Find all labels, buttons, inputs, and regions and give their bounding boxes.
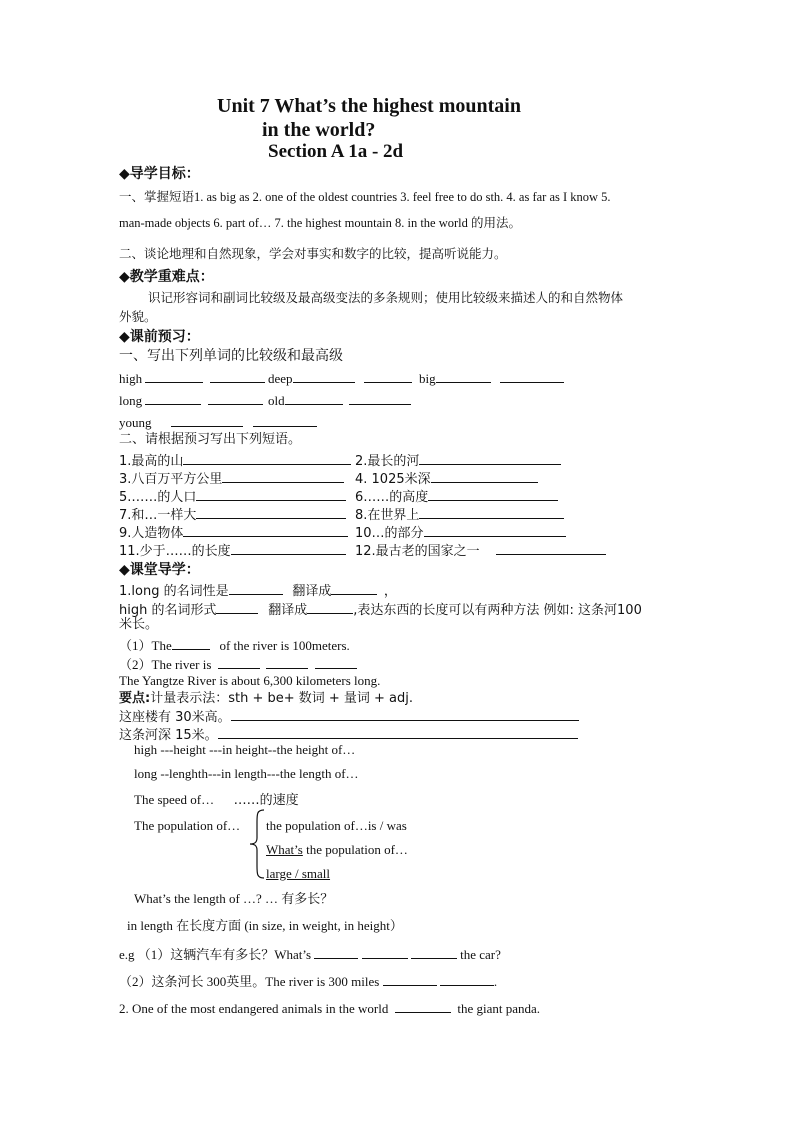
goals-item-1a: 一、掌握短语1. as big as 2. one of the oldest countries 3. feel free to do sth. 4. as far as I know 5. [119, 190, 611, 204]
example-2: （2）The river is [119, 656, 357, 673]
word-deep: deep [268, 370, 412, 387]
population-option-2: What’s the population of… [266, 842, 408, 857]
q1-line-1: 1.long 的名词性是 翻译成 ， [119, 583, 397, 599]
in-length-note: in length 在长度方面 (in size, in weight, in height） [127, 918, 403, 933]
phrase-5: 5.……的人口 [119, 488, 346, 506]
title-line-2: in the world? [262, 119, 376, 141]
q1-line-2: high 的名词形式 翻译成 ,表达东西的长度可以有两种方法 例如: 这条河100 [119, 603, 642, 618]
key-formula: 要点:计量表示法：sth + be+ 数词 + 量词 + adj. [119, 691, 414, 706]
phrase-10: 10…的部分 [355, 524, 566, 542]
population-option-1: the population of…is / was [266, 818, 407, 833]
preview-task-2: 二、请根据预习写出下列短语。 [119, 432, 302, 447]
yangtze-sentence: The Yangtze River is about 6,300 kilometers long. [119, 673, 381, 688]
phrase-1: 1.最高的山 [119, 452, 351, 470]
note-long: long --lenghth---in length---the length of… [134, 766, 359, 781]
word-big: big [419, 370, 564, 387]
phrase-9: 9.人造物体 [119, 524, 348, 542]
note-speed: The speed of… ……的速度 [134, 792, 299, 808]
population-option-3: large / small [266, 866, 331, 881]
key-points-text-b: 外貌。 [119, 310, 157, 324]
phrase-2: 2.最长的河 [355, 452, 561, 470]
classroom-heading: ◆课堂导学： [119, 562, 200, 578]
phrase-3: 3.八百万平方公里 [119, 470, 344, 488]
example-river: （2）这条河长 300英里。The river is 300 miles . [119, 974, 498, 989]
goals-heading: ◆导学目标： [119, 166, 200, 182]
note-high: high ---height ---in height--the height of… [134, 742, 356, 757]
goals-item-2: 二、谈论地理和自然现象，学会对事实和数字的比较，提高听说能力。 [119, 247, 507, 261]
goals-item-1b: man-made objects 6. part of… 7. the highest mountain 8. in the world 的用法。 [119, 216, 522, 230]
note-population: The population of… [134, 818, 241, 833]
translate-2: 这条河深 15米。 [119, 726, 578, 744]
key-points-text-a: 识记形容词和副词比较级及最高级变法的多条规则；使用比较级来描述人的和自然物体 [148, 291, 624, 305]
word-young: young [119, 414, 317, 431]
word-long: long [119, 392, 263, 409]
section-title: Section A 1a - 2d [268, 141, 404, 162]
question-2: 2. One of the most endangered animals in the world the giant panda. [119, 1001, 540, 1016]
example-car: e.g （1）这辆汽车有多长？What’s the car? [119, 947, 501, 962]
preview-heading: ◆课前预习： [119, 329, 200, 345]
phrase-11: 11.少于……的长度 [119, 542, 346, 560]
word-old: old [268, 392, 411, 409]
length-question: What’s the length of …? … 有多长？ [134, 891, 334, 906]
phrase-6: 6……的高度 [355, 488, 558, 506]
translate-1: 这座楼有 30米高。 [119, 708, 579, 726]
preview-task-1: 一、写出下列单词的比较级和最高级 [119, 348, 343, 364]
curly-brace-icon [248, 808, 266, 880]
q1-line-3: 米长。 [119, 617, 159, 632]
phrase-12: 12.最古老的国家之一 [355, 542, 606, 560]
phrase-8: 8.在世界上 [355, 506, 564, 524]
key-points-heading: ◆教学重难点： [119, 269, 214, 285]
word-high: high [119, 370, 265, 387]
phrase-7: 7.和…一样大 [119, 506, 346, 524]
example-1: （1）The of the river is 100meters. [119, 638, 350, 653]
phrase-4: 4. 1025米深 [355, 470, 538, 488]
title-line-1: Unit 7 What’s the highest mountain [217, 95, 521, 117]
